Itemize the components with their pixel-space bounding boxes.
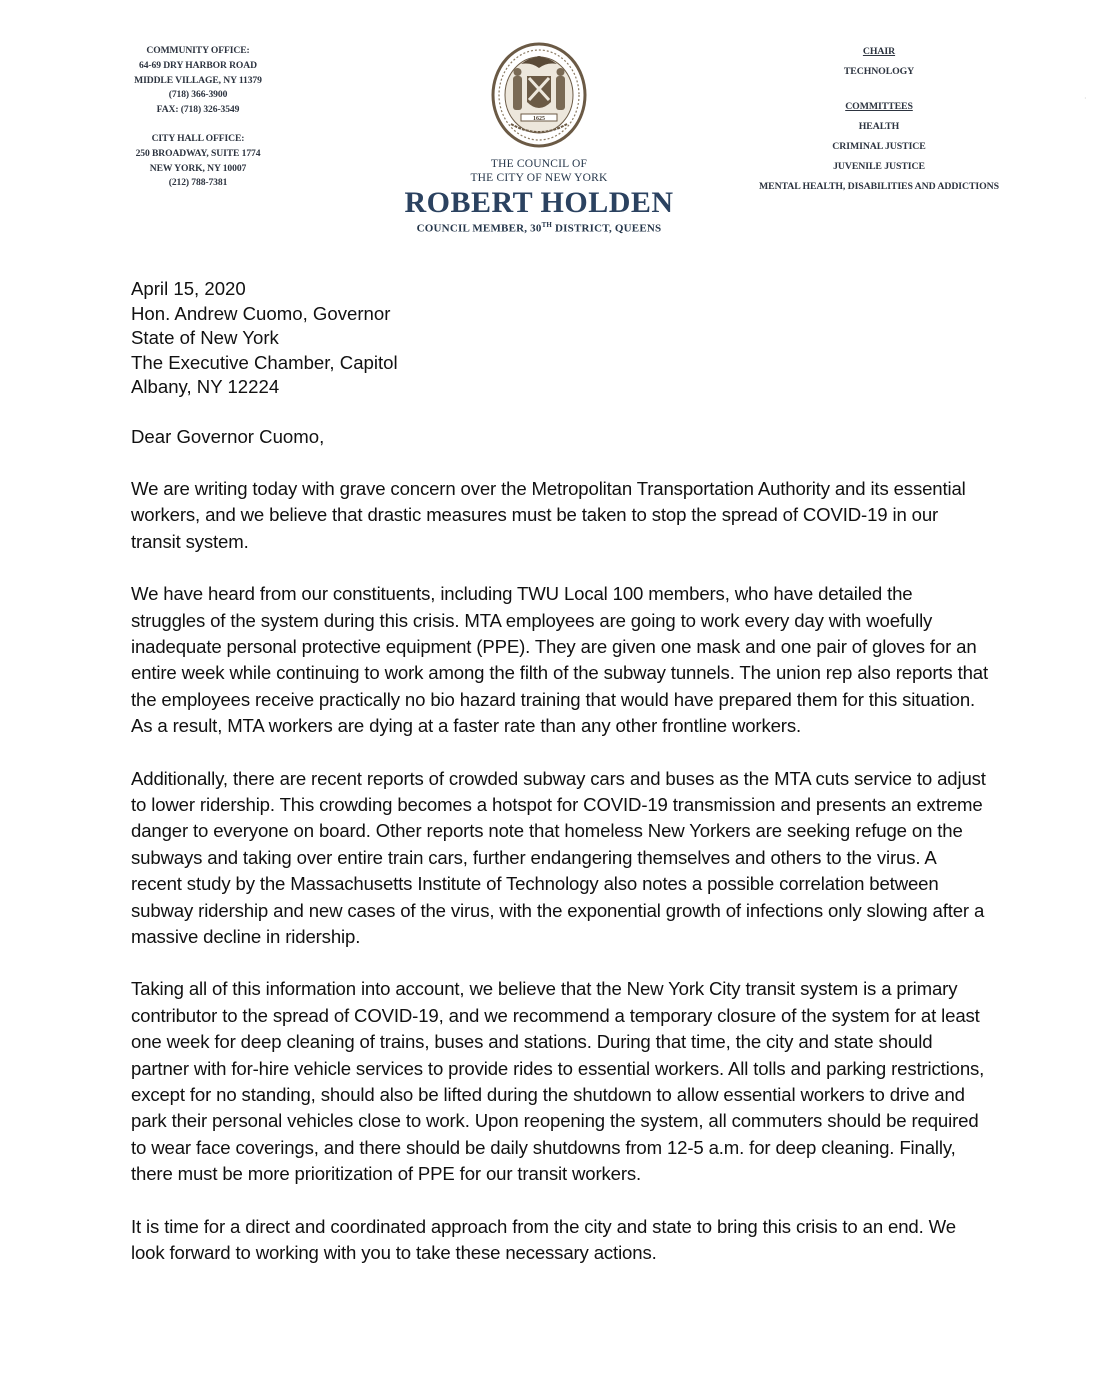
recipient-block <box>131 277 991 400</box>
community-office-street: 64-69 DRY HARBOR ROAD <box>139 59 257 71</box>
svg-text:1625: 1625 <box>533 116 545 122</box>
paragraph-2: We have heard from our constituents, including TWU Local 100 members, who have detailed the struggles of the system during this crisis. MTA employees are going to work every day with woefully inadequate personal protective equipment (PPE). They are given one mask and one pair of gloves for an entire week while continuing to work among the filth of the subway tunnels. The union rep also reports that the employees receive practically no bio hazard training that would have prepared them for this situation. As a result, MTA workers are dying at a faster rate than any other frontline workers. <box>131 583 988 737</box>
city-hall-office-title: CITY HALL OFFICE: <box>151 132 245 144</box>
council-line-2: THE CITY OF NEW YORK <box>470 172 608 184</box>
letter-date: April 15, 2020 <box>131 278 246 299</box>
recipient-city: Albany, NY 12224 <box>131 376 280 397</box>
community-office-title: COMMUNITY OFFICE: <box>146 45 250 56</box>
council-member-title <box>395 219 683 235</box>
recipient-office: The Executive Chamber, Capitol <box>131 351 398 373</box>
scan-artifact: · <box>1084 94 1087 103</box>
committee-item: HEALTH <box>858 121 900 132</box>
committee-item: CRIMINAL JUSTICE <box>832 141 926 152</box>
member-title-sup: TH <box>541 221 553 229</box>
chair-item: TECHNOLOGY <box>843 66 915 77</box>
paragraph-5: It is time for a direct and coordinated approach from the city and state to bring this crisis to an end. We look forward to working with you to take these necessary actions. <box>131 1215 956 1264</box>
chair-heading: CHAIR <box>862 46 896 57</box>
committee-list <box>745 42 1013 197</box>
committee-item: MENTAL HEALTH, DISABILITIES AND ADDICTIONS <box>759 181 999 192</box>
letter-body <box>131 277 991 1266</box>
committees-heading: COMMITTEES <box>845 101 913 112</box>
recipient-name: Hon. Andrew Cuomo, Governor <box>131 302 391 324</box>
council-member-name: ROBERT HOLDEN <box>404 186 674 219</box>
member-title-prefix: COUNCIL MEMBER, 30 <box>416 222 542 235</box>
spacer <box>745 82 1013 97</box>
member-title-suffix: DISTRICT, QUEENS <box>552 222 662 235</box>
spacer <box>118 118 278 132</box>
paragraph-4: Taking all of this information into account, we believe that the New York City transit system is a primary contributor to the spread of COVID-19, and we recommend a temporary closure of the system for at least one week for deep cleaning of trains, buses and stations. During that time, the city and state should partner with for-hire vehicle services to provide rides to essential workers. All tolls and parking restrictions, except for no standing, should also be lifted during the shutdown to allow essential workers to drive and park their personal vehicles close to work. Upon reopening the system, all commuters should be required to wear face coverings, and there should be daily shutdowns from 12-5 a.m. for deep cleaning. Finally, there must be more prioritization of PPE for our transit workers. <box>131 978 985 1185</box>
committee-item: JUVENILE JUSTICE <box>833 161 925 172</box>
office-addresses <box>118 44 278 191</box>
letterhead-center <box>395 42 683 235</box>
community-office-city: MIDDLE VILLAGE, NY 11379 <box>134 74 262 86</box>
community-office-phone: (718) 366-3900 <box>168 89 228 101</box>
city-hall-office-street: 250 BROADWAY, SUITE 1774 <box>135 147 261 159</box>
council-line-1: THE COUNCIL OF <box>490 158 588 170</box>
community-office-fax: FAX: (718) 326-3549 <box>156 104 240 116</box>
recipient-state: State of New York <box>131 327 279 348</box>
city-hall-office-phone: (212) 788-7381 <box>168 177 228 189</box>
nyc-seal-icon <box>491 42 587 148</box>
city-hall-office-city: NEW YORK, NY 10007 <box>149 162 247 174</box>
paragraph-1: We are writing today with grave concern over the Metropolitan Transportation Authority and its essential workers, and we believe that drastic measures must be taken to stop the spread of COVID-19 in our transit system. <box>131 477 966 552</box>
paragraph-3: Additionally, there are recent reports of crowded subway cars and buses as the MTA cuts service to adjust to lower ridership. This crowding becomes a hotspot for COVID-19 transmission and presents an extreme danger to everyone on board. Other reports note that homeless New Yorkers are seeking refuge on the subways and taking over entire train cars, further endangering themselves and others to the virus. A recent study by the Massachusetts Institute of Technology also notes a possible correlation between subway ridership and new cases of the virus, with the exponential growth of infections only slowing after a massive decline in ridership. <box>131 767 986 947</box>
salutation: Dear Governor Cuomo, <box>131 425 325 447</box>
